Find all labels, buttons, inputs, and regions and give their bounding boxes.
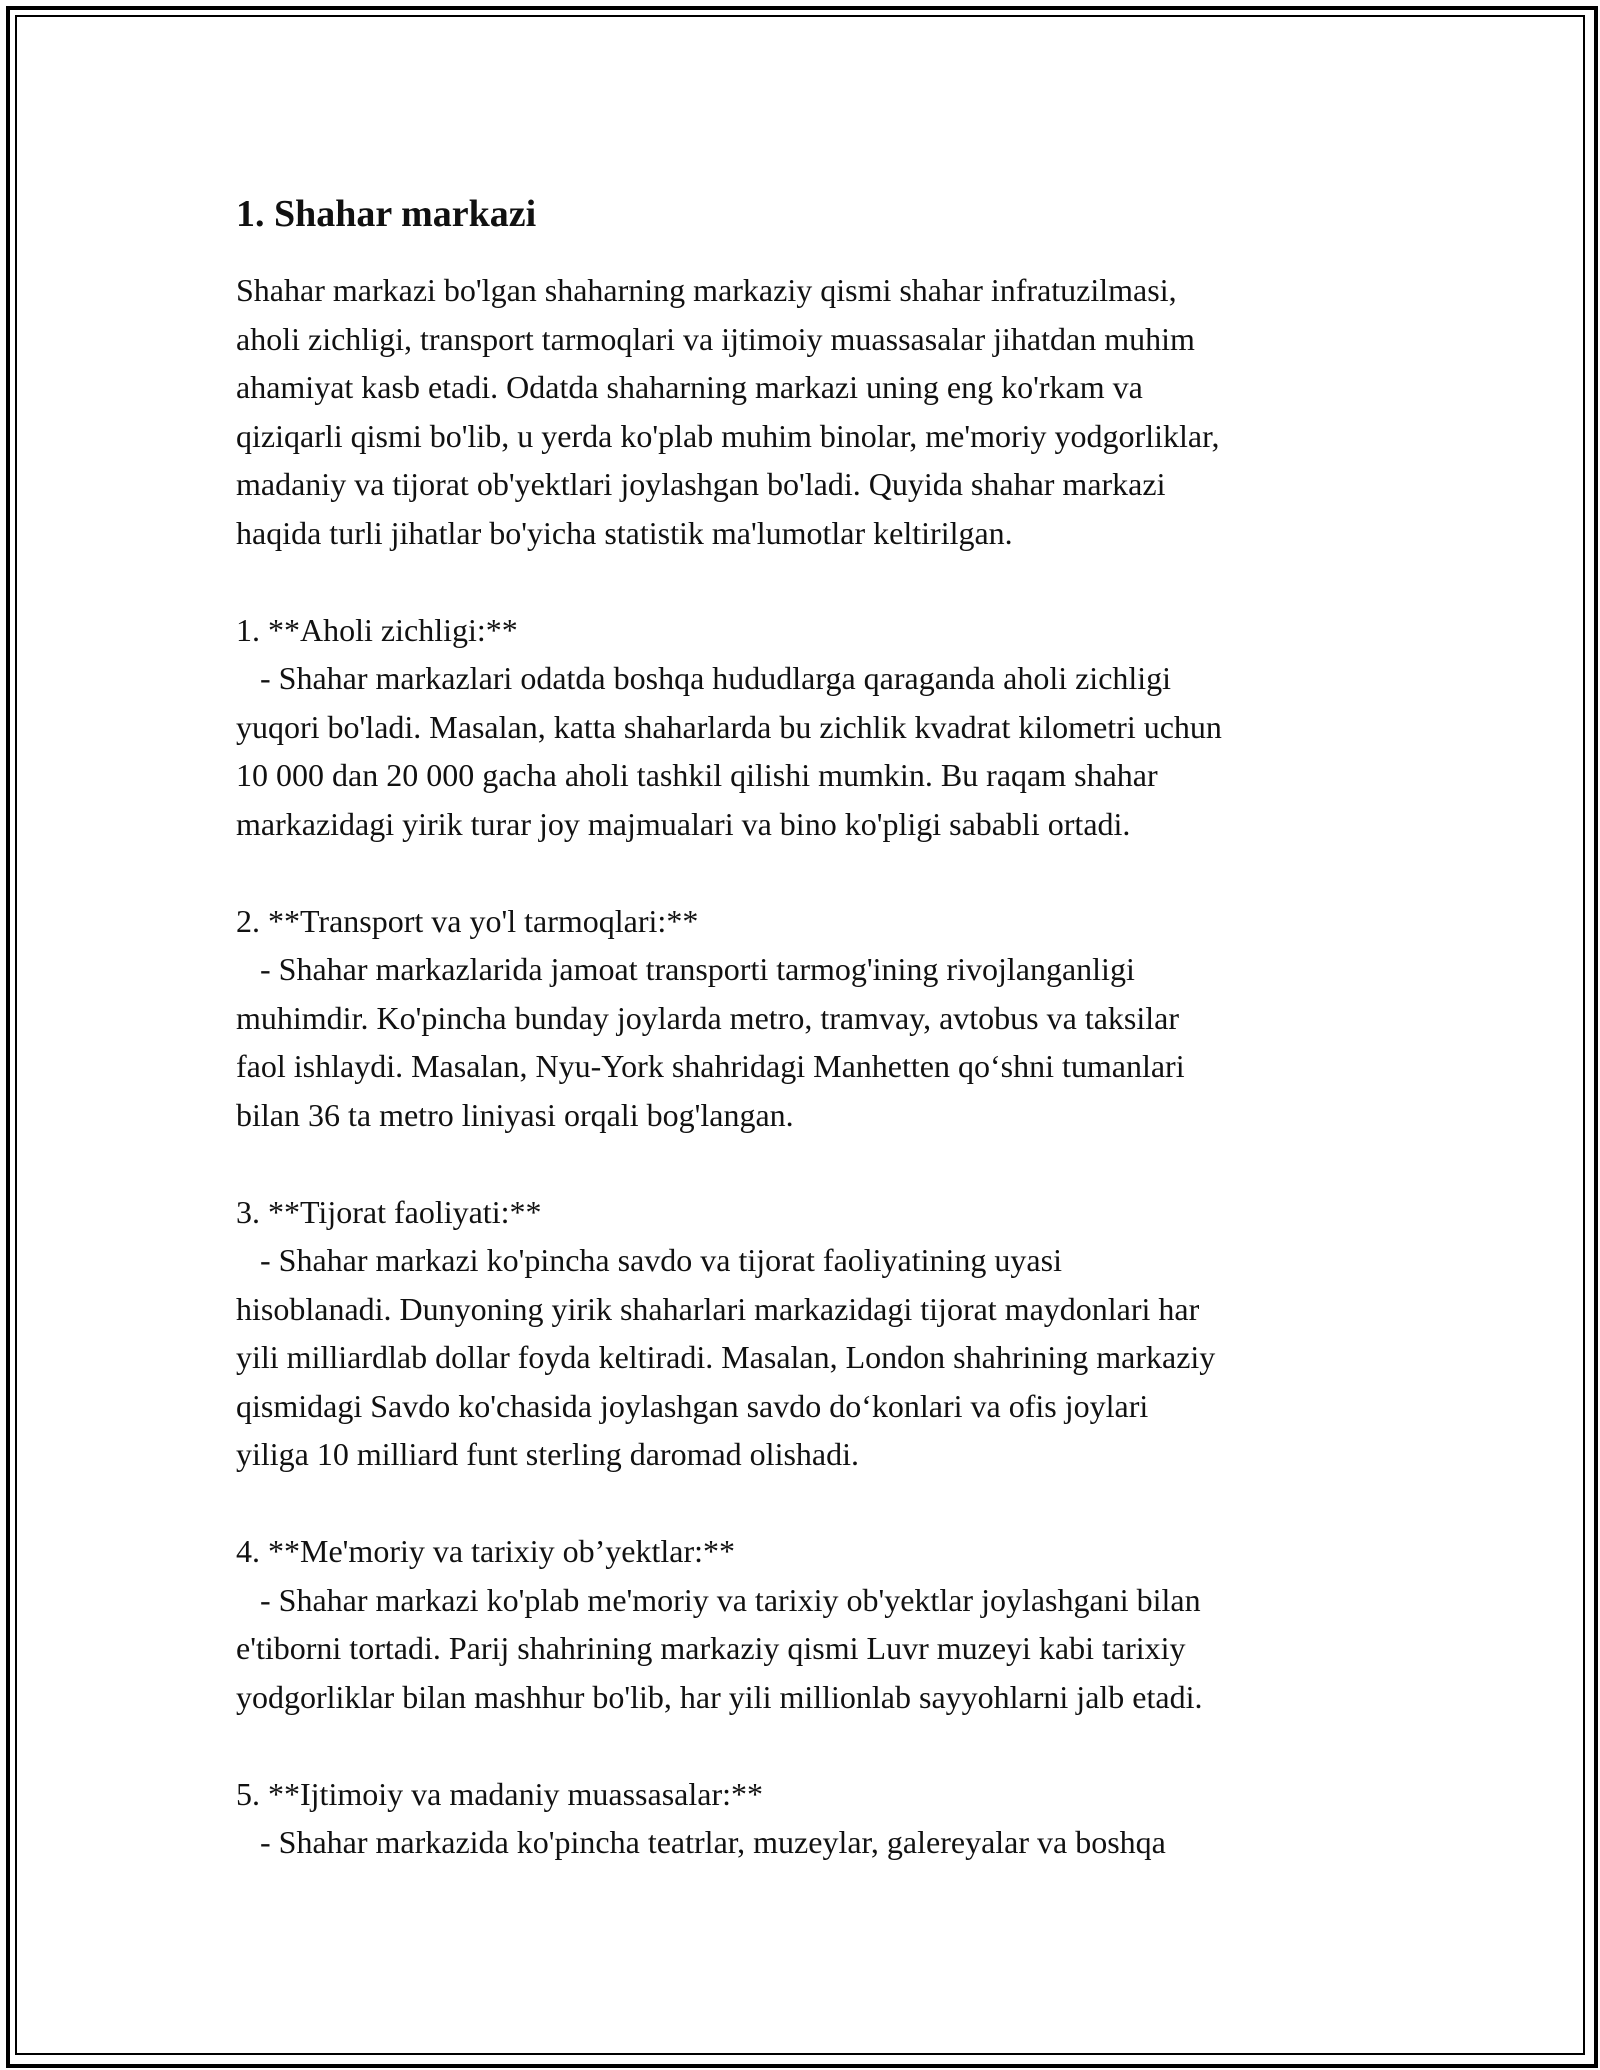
intro-paragraph: Shahar markazi bo'lgan shaharning markaziy qismi shahar infratuzilmasi, aholi zichligi, transport tarmoqlari va ijtimoiy muassasalar jihatdan muhim ahamiyat kasb etadi. Odatda shaharning markazi uning eng ko'rkam va qiziqarli qismi bo'lib, u yerda ko'plab muhim binolar, me'moriy yodgorliklar, madaniy va tijorat ob'yektlari joylashgan bo'ladi. Quyida shahar markazi haqida turli jihatlar bo'yicha statistik ma'lumotlar keltirilgan.	[236, 272, 1220, 551]
section-social-cultural	[236, 1770, 1396, 1867]
document-title: 1. Shahar markazi	[236, 193, 537, 235]
section-commerce	[236, 1188, 1396, 1479]
section-body: - Shahar markazi ko'pincha savdo va tijorat faoliyatining uyasi hisoblanadi. Dunyoning yirik shaharlari markazidagi tijorat maydonlari har yili milliardlab dollar foyda keltiradi. Masalan, London shahrining markaziy qismidagi Savdo ko'chasida joylashgan savdo do‘konlari va ofis joylari yiliga 10 milliard funt sterling daromad olishadi.	[236, 1242, 1216, 1472]
paragraph-gap	[236, 1479, 1396, 1528]
document-body	[236, 178, 1396, 1867]
paragraph-gap	[236, 557, 1396, 606]
section-heading: 1. **Aholi zichligi:**	[236, 611, 518, 648]
section-body: - Shahar markazida ko'pincha teatrlar, muzeylar, galereyalar va boshqa	[236, 1824, 1166, 1860]
paragraph-gap	[236, 1721, 1396, 1770]
paragraph-gap	[236, 1139, 1396, 1188]
section-heading: 3. **Tijorat faoliyati:**	[236, 1193, 542, 1230]
section-heading: 2. **Transport va yo'l tarmoqlari:**	[236, 902, 699, 939]
section-population-density	[236, 606, 1396, 849]
section-heading: 5. **Ijtimoiy va madaniy muassasalar:**	[236, 1775, 763, 1812]
section-heading: 4. **Me'moriy va tarixiy ob’yektlar:**	[236, 1533, 735, 1569]
section-body: - Shahar markazi ko'plab me'moriy va tarixiy ob'yektlar joylashgani bilan e'tiborni tortadi. Parij shahrining markaziy qismi Luvr muzeyi kabi tarixiy yodgorliklar bilan mashhur bo'lib, har yili millionlab sayyohlarni jalb etadi.	[236, 1581, 1203, 1715]
section-architecture	[236, 1527, 1396, 1721]
section-body: - Shahar markazlari odatda boshqa hududlarga qaraganda aholi zichligi yuqori bo'ladi. Masalan, katta shaharlarda bu zichlik kvadrat kilometri uchun 10 000 dan 20 000 gacha aholi tashkil qilishi mumkin. Bu raqam shahar markazidagi yirik turar joy majmualari va bino ko'pligi sababli ortadi.	[236, 660, 1222, 842]
section-body: - Shahar markazlarida jamoat transporti tarmog'ining rivojlanganligi muhimdir. Ko'pincha bunday joylarda metro, tramvay, avtobus va taksilar faol ishlaydi. Masalan, Nyu-York shahridagi Manhetten qo‘shni tumanlari bilan 36 ta metro liniyasi orqali bog'langan.	[236, 951, 1185, 1133]
section-transport	[236, 897, 1396, 1140]
paragraph-gap	[236, 848, 1396, 897]
